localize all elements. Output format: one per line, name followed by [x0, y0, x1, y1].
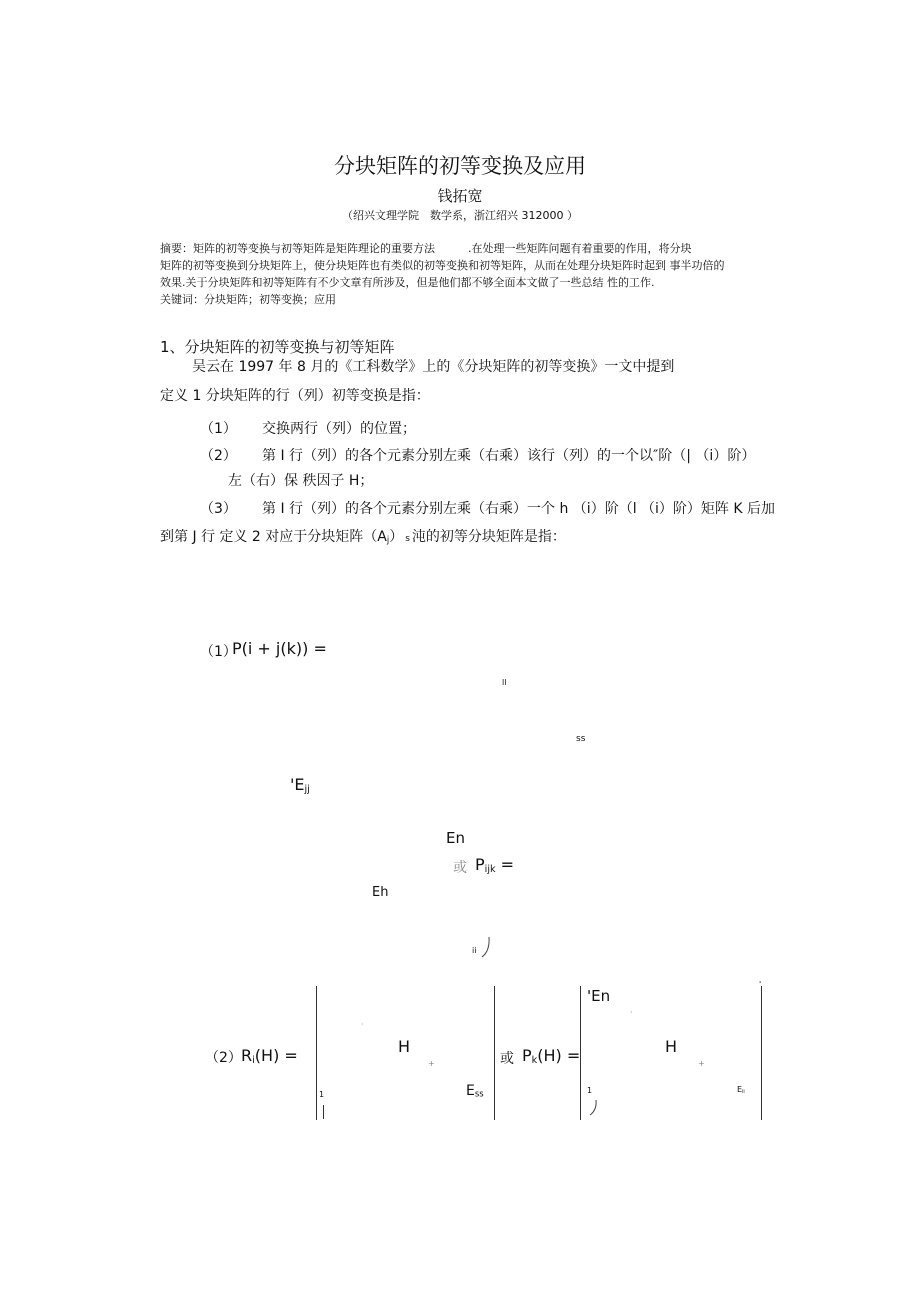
- intro-text: 吴云在 1997 年 8 月的《工科数学》上的《分块矩阵的初等变换》一文中提到: [192, 359, 675, 375]
- formula-expression: [241, 1046, 298, 1066]
- matrix-entry: ii: [472, 946, 477, 955]
- matrix-dot-mark: ·: [361, 1020, 364, 1029]
- or-text: 或: [453, 860, 467, 876]
- author-name: 钱拓宽: [437, 187, 483, 205]
- matrix-letter: R: [241, 1046, 253, 1065]
- item-text: 第 I 行（列）的各个元素分别左乘（右乘）该行（列）的一个以″阶（| （i）阶）: [262, 448, 756, 464]
- matrix-left-bracket: [316, 986, 317, 1120]
- matrix-entry: [290, 775, 310, 795]
- matrix-letter: P: [522, 1046, 532, 1065]
- formula-expression: P(i + j(k)) =: [232, 639, 327, 658]
- formula-number: （2）: [205, 1050, 242, 1066]
- continuation-text: ）: [389, 529, 404, 545]
- formula-expression: [522, 1046, 580, 1066]
- bracket-fragment: [480, 935, 492, 959]
- continuation-text: 到第 J 行 定义 2 对应于分块矩阵（A: [160, 529, 387, 545]
- matrix-entry: +: [428, 1059, 435, 1068]
- matrix-right-bracket: [494, 986, 495, 1120]
- matrix-entry: [466, 1083, 484, 1099]
- matrix-left-bracket: [580, 986, 581, 1120]
- paper-title: 分块矩阵的初等变换及应用: [334, 154, 586, 178]
- item-text: 交换两行（列）的位置；: [262, 421, 416, 437]
- item-text: 第 I 行（列）的各个元素分别左乘（右乘）一个 h （i）阶（l （i）阶）矩阵 K 后加: [262, 501, 776, 517]
- or-text: 或: [500, 1051, 514, 1067]
- bracket-fragment: [323, 1105, 324, 1119]
- section-heading: 1、分块矩阵的初等变换与初等矩阵: [160, 338, 395, 356]
- item-continuation: [160, 526, 566, 546]
- subscript: jj: [304, 783, 310, 795]
- formula-number: （1）: [200, 644, 237, 660]
- subscript: ii: [742, 1089, 745, 1095]
- matrix-letter: 'E: [290, 775, 305, 794]
- continuation-text: 沌的初等分块矩阵是指：: [411, 529, 566, 545]
- matrix-entry: Eh: [372, 885, 389, 900]
- matrix-entry: 1: [587, 1086, 593, 1095]
- abstract-block: [160, 240, 810, 308]
- affiliation: （绍兴文理学院 数学系，浙江绍兴 312000 ）: [342, 209, 578, 222]
- bracket-tick: ': [759, 980, 762, 989]
- matrix-entry: ll: [502, 678, 507, 687]
- matrix-entry: H: [398, 1037, 411, 1056]
- subscript: ijk: [484, 863, 496, 875]
- keywords: 关键词：分块矩阵；初等变换；应用: [160, 293, 336, 306]
- definition-1: 定义 1 分块矩阵的行（列）初等变换是指：: [160, 388, 430, 404]
- matrix-dot-mark: ·: [630, 1008, 633, 1017]
- abstract-line: 摘要：矩阵的初等变换与初等矩阵是矩阵理论的重要方法 .在处理一些矩阵问题有着重要的作用，将分块: [160, 242, 692, 255]
- abstract-line: 效果.关于分块矩阵和初等矩阵有不少文章有所涉及，但是他们都不够全面本文做了一些总结 性的工作.: [160, 276, 655, 289]
- matrix-entry: En: [446, 829, 465, 847]
- matrix-entry: 'En: [587, 987, 611, 1005]
- bracket-fragment: [588, 1098, 600, 1118]
- item-number: （2）: [200, 448, 237, 464]
- matrix-name: [475, 855, 514, 875]
- subscript: j: [386, 534, 390, 545]
- matrix-letter: E: [466, 1083, 475, 1099]
- formula-tail: (H) =: [537, 1046, 581, 1065]
- item-number: （1）: [200, 421, 237, 437]
- abstract-line: 矩阵的初等变换到分块矩阵上，使分块矩阵也有类似的初等变换和初等矩阵，从而在处理分块矩阵时起到 事半功倍的: [160, 259, 725, 272]
- matrix-entry: ss: [576, 734, 586, 744]
- matrix-entry: [737, 1085, 745, 1095]
- equals-sign: =: [500, 855, 515, 874]
- subscript: k: [531, 1054, 538, 1066]
- formula-tail: (H) =: [254, 1046, 298, 1065]
- matrix-entry: 1: [319, 1090, 325, 1099]
- subscript: i: [252, 1054, 255, 1066]
- matrix-entry: +: [698, 1059, 705, 1068]
- item-continuation: 左（右）保 秩因子 H；: [228, 473, 374, 489]
- matrix-letter: P: [475, 855, 485, 874]
- item-number: （3）: [200, 501, 237, 517]
- subscript: ss: [474, 1088, 484, 1099]
- matrix-right-bracket: [761, 986, 762, 1120]
- matrix-letter: E: [737, 1085, 743, 1094]
- matrix-entry: H: [665, 1037, 678, 1056]
- subscript: s: [405, 534, 410, 544]
